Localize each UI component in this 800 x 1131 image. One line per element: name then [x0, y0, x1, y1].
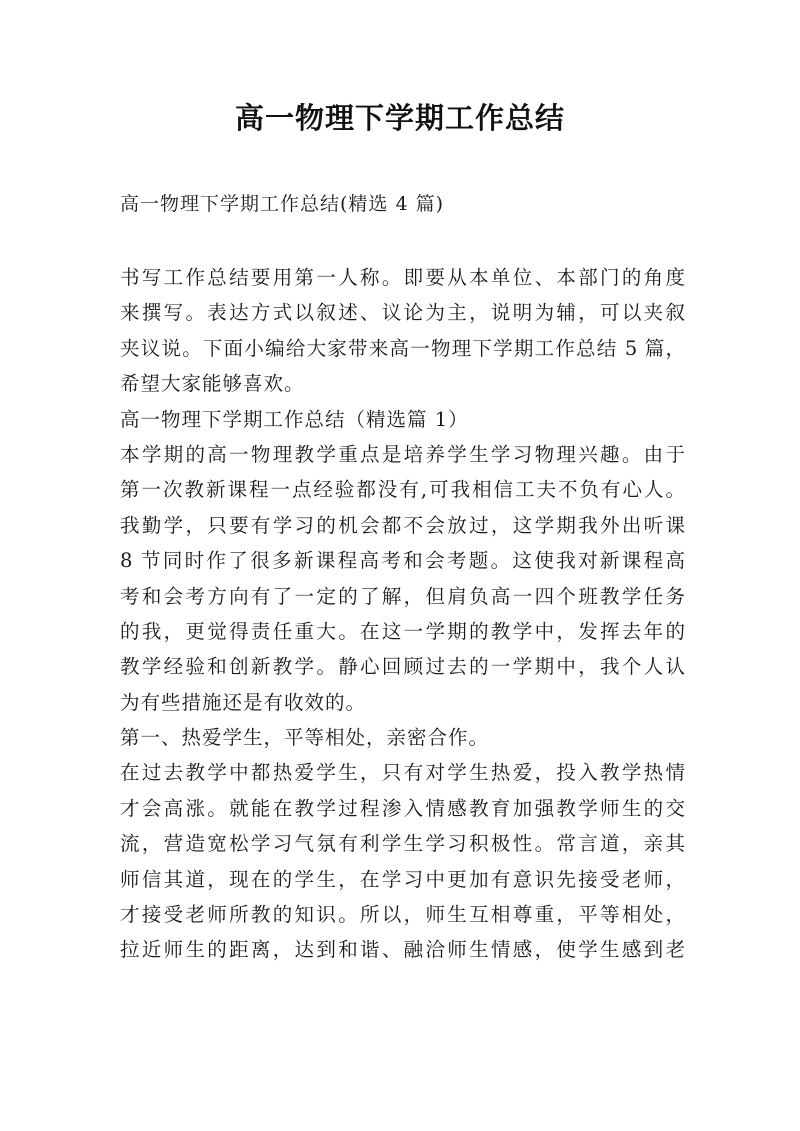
paragraph-line: 教学经验和创新教学。静心回顾过去的一学期中，我个人认	[120, 655, 685, 679]
document-title: 高一物理下学期工作总结	[234, 101, 565, 135]
paragraph-line: 希望大家能够喜欢。	[120, 372, 305, 396]
paragraph-line: 我勤学，只要有学习的机会都不会放过，这学期我外出听课	[120, 513, 685, 537]
paragraph-line: 书写工作总结要用第一人称。即要从本单位、本部门的角度	[120, 266, 685, 289]
paragraph-line: 在过去教学中都热爱学生，只有对学生热爱，投入教学热情	[120, 761, 685, 785]
paragraph-line: 夹议说。下面小编给大家带来高一物理下学期工作总结 5 篇，	[120, 336, 685, 360]
paragraph-line: 为有些措施还是有收效的。	[120, 690, 367, 714]
document-subtitle: 高一物理下学期工作总结(精选 4 篇)	[120, 193, 444, 215]
paragraph-line: 第一、热爱学生，平等相处，亲密合作。	[120, 726, 490, 750]
paragraph-line: 来撰写。表达方式以叙述、议论为主，说明为辅，可以夹叙	[120, 301, 685, 325]
paragraph-line: 才会高涨。就能在教学过程渗入情感教育加强教学师生的交	[120, 796, 685, 820]
document-body	[120, 260, 685, 968]
paragraph-line: 考和会考方向有了一定的了解，但肩负高一四个班教学任务	[120, 584, 685, 608]
paragraph-line: 才接受老师所教的知识。所以，师生互相尊重，平等相处，	[120, 903, 685, 927]
paragraph-line: 的我，更觉得责任重大。在这一学期的教学中，发挥去年的	[120, 619, 685, 643]
paragraph-line: 高一物理下学期工作总结（精选篇 1）	[120, 407, 469, 431]
paragraph-line: 8 节同时作了很多新课程高考和会考题。这使我对新课程高	[120, 549, 685, 573]
paragraph-line: 拉近师生的距离，达到和谐、融洽师生情感，使学生感到老	[120, 938, 685, 962]
paragraph-line: 第一次教新课程一点经验都没有,可我相信工夫不负有心人。	[120, 478, 685, 502]
paragraph-line: 师信其道，现在的学生，在学习中更加有意识先接受老师，	[120, 867, 685, 891]
paragraph-line: 本学期的高一物理教学重点是培养学生学习物理兴趣。由于	[120, 442, 685, 466]
paragraph-line: 流，营造宽松学习气氛有利学生学习积极性。常言道，亲其	[120, 832, 685, 856]
